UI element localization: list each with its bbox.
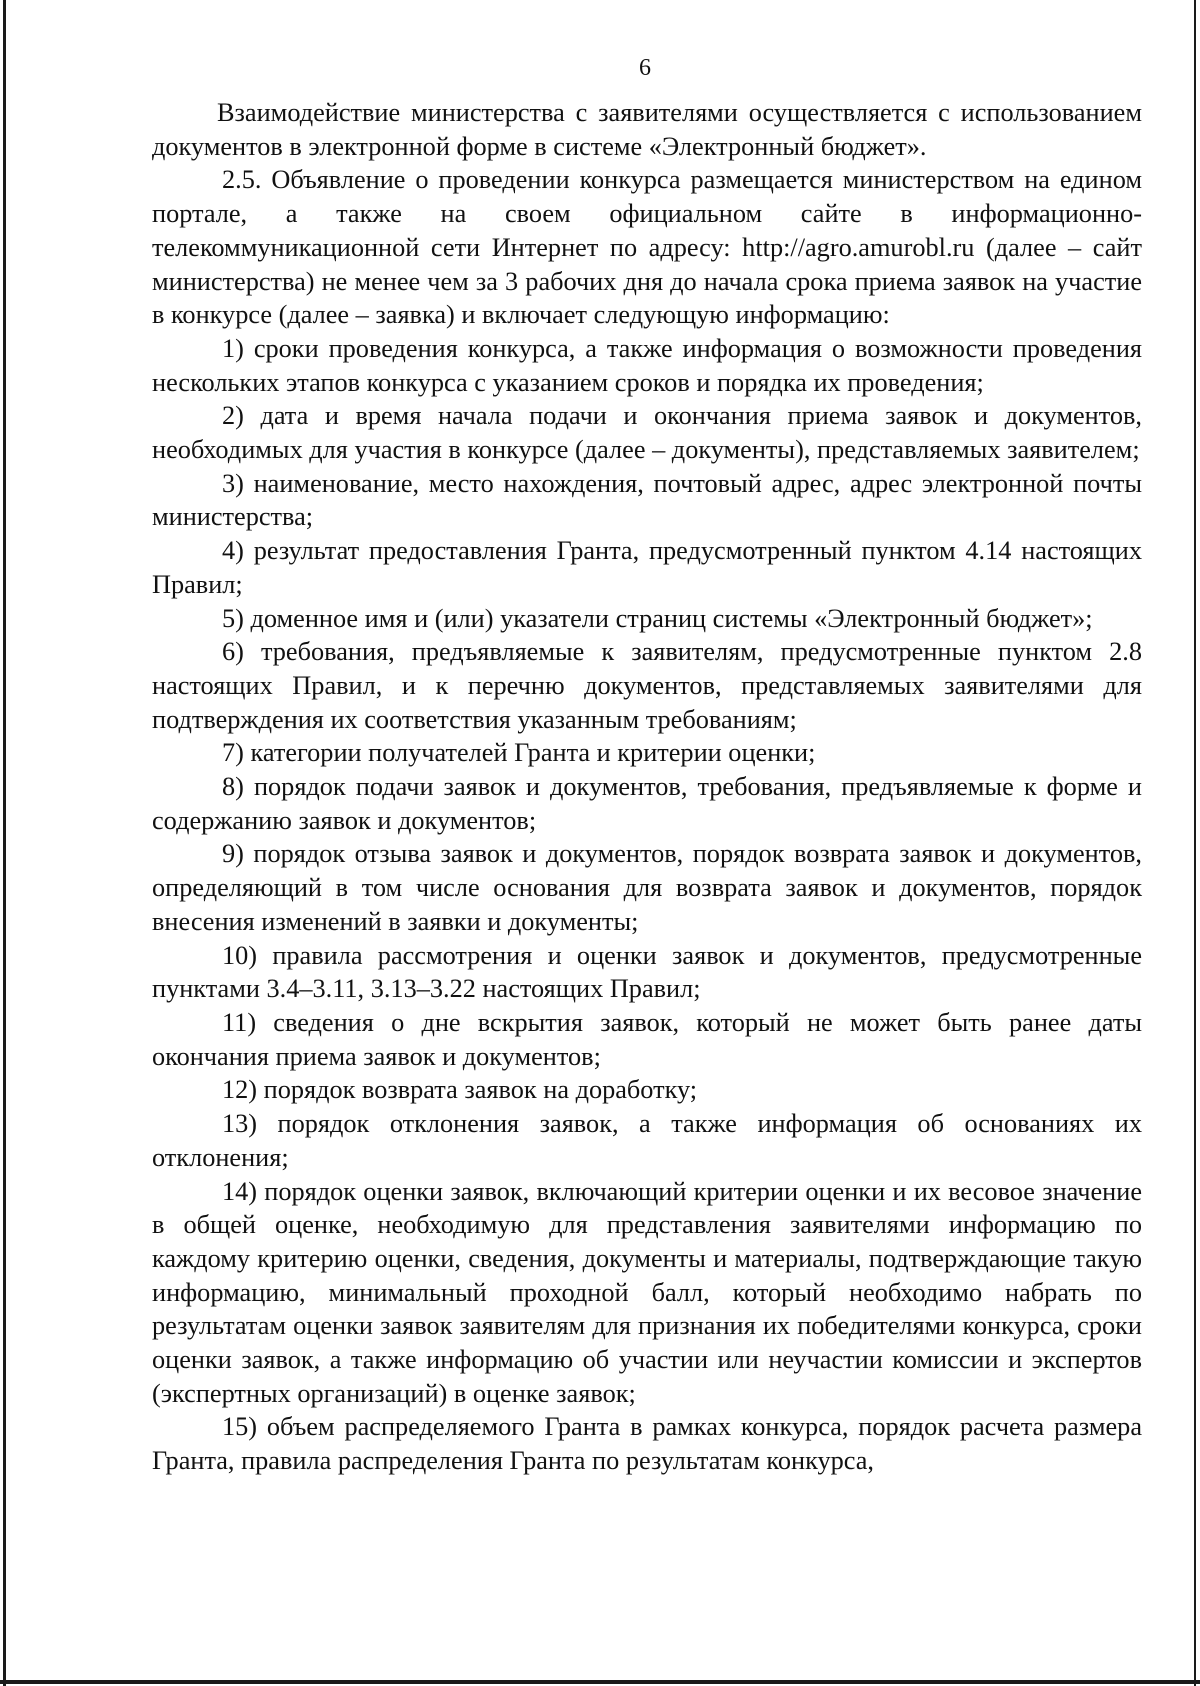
list-item-1: 1) сроки проведения конкурса, а также информация о возможности проведения нескольких этапов конкурса с указанием сроков и порядка их проведения; <box>152 333 1142 397</box>
list-item-15: 15) объем распределяемого Гранта в рамках конкурса, порядок расчета размера Гранта, правила распределения Гранта по результатам конкурса, <box>152 1412 1142 1476</box>
list-item-7: 7) категории получателей Гранта и критерии оценки; <box>222 738 816 768</box>
list-item-10: 10) правила рассмотрения и оценки заявок и документов, предусмотренные пунктами 3.4–3.11, 3.13–3.22 настоящих Правил; <box>152 940 1142 1004</box>
list-item-4: 4) результат предоставления Гранта, предусмотренный пунктом 4.14 настоящих Правил; <box>152 536 1142 599</box>
scan-border-right <box>1194 0 1196 1686</box>
paragraph-2-5: 2.5. Объявление о проведении конкурса размещается министерством на едином портале, а также на своем официальном сайте в информационно-телекоммуникационной сети Интернет по адресу: http://agro.amurobl.ru (далее – сайт министерства) не менее чем за 3 рабочих дня до начала срока приема заявок на участие в конкурсе (далее – заявка) и включает следующую информацию: <box>152 165 1142 330</box>
page-number: 6 <box>639 55 651 81</box>
list-item-3: 3) наименование, место нахождения, почтовый адрес, адрес электронной почты министерства; <box>152 468 1142 532</box>
scan-border-bottom <box>0 1680 1200 1684</box>
list-item-13: 13) порядок отклонения заявок, а также информация об основаниях их отклонения; <box>152 1109 1142 1172</box>
list-item-11: 11) сведения о дне вскрытия заявок, который не может быть ранее даты окончания приема заявок и документов; <box>152 1007 1142 1071</box>
paragraph-interaction: Взаимодействие министерства с заявителями осуществляется с использованием документов в электронной форме в системе «Электронный бюджет». <box>152 98 1142 161</box>
list-item-6: 6) требования, предъявляемые к заявителям, предусмотренные пунктом 2.8 настоящих Правил, и к перечню документов, представляемых заявителями для подтверждения их соответствия указанным требованиям; <box>152 637 1142 734</box>
list-item-12: 12) порядок возврата заявок на доработку; <box>222 1075 698 1105</box>
list-item-2: 2) дата и время начала подачи и окончания приема заявок и документов, необходимых для участия в конкурсе (далее – документы), представляемых заявителем; <box>152 401 1142 465</box>
document-body <box>152 96 1142 1478</box>
list-item-8: 8) порядок подачи заявок и документов, требования, предъявляемые к форме и содержанию заявок и документов; <box>152 772 1142 835</box>
list-item-5: 5) доменное имя и (или) указатели страниц системы «Электронный бюджет»; <box>222 603 1093 633</box>
list-item-14: 14) порядок оценки заявок, включающий критерии оценки и их весовое значение в общей оценке, необходимую для представления заявителями информацию по каждому критерию оценки, сведения, документы и материалы, подтверждающие такую информацию, минимальный проходной балл, который необходимо набрать по результатам оценки заявок заявителям для признания их победителями конкурса, сроки оценки заявок, а также информацию об участии или неучастии комиссии и экспертов (экспертных организаций) в оценке заявок; <box>152 1176 1142 1408</box>
scan-border-left <box>3 0 6 1686</box>
list-item-9: 9) порядок отзыва заявок и документов, порядок возврата заявок и документов, определяющий в том числе основания для возврата заявок и документов, порядок внесения изменений в заявки и документы; <box>152 839 1142 936</box>
